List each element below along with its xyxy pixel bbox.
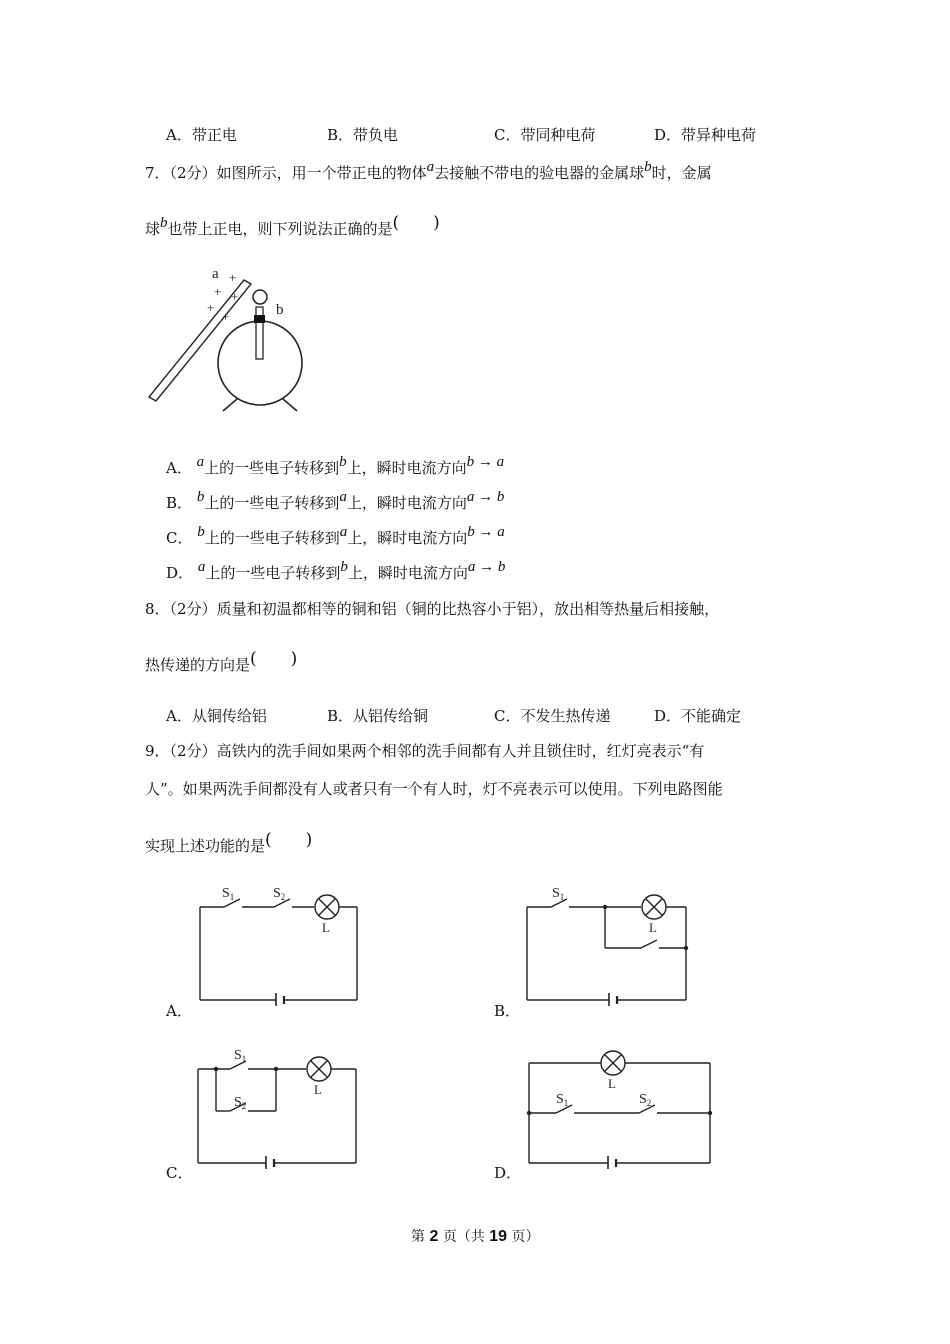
q6-option-c: C．带同种电荷 <box>494 126 596 144</box>
svg-text:S1: $S_1$ <box>222 886 235 902</box>
svg-text:L: L <box>314 1082 322 1097</box>
q9-option-b: B． <box>494 1002 521 1020</box>
svg-text:L: L <box>608 1076 616 1091</box>
page-footer: 第 2 页（共 19 页） <box>411 1228 540 1245</box>
svg-text:+: + <box>231 289 239 304</box>
svg-text:+: + <box>222 309 230 324</box>
q9-option-d: D． <box>494 1164 522 1182</box>
svg-text:+: + <box>229 270 237 285</box>
q8-option-b: B．从铝传给铜 <box>327 707 429 725</box>
q7-option-d: D． a上的一些电子转移到b上，瞬时电流方向a → b <box>166 559 506 582</box>
q7-option-c: C． b上的一些电子转移到a上，瞬时电流方向b → a <box>166 524 505 547</box>
q9-option-c: C． <box>166 1164 193 1182</box>
svg-text:S1: $S_1$ <box>552 886 565 902</box>
label-b: b <box>276 302 284 318</box>
stopper <box>254 315 265 323</box>
circuit-d <box>524 1043 716 1169</box>
current-page-number: 2 <box>429 1228 439 1245</box>
q6-option-b: B．带负电 <box>327 126 399 144</box>
svg-text:S2: $S_2$ <box>273 886 286 902</box>
svg-text:S1: $S_1$ <box>234 1048 247 1064</box>
q9-stem-line3: 实现上述功能的是( ) <box>145 830 313 855</box>
q8-stem-line1: 8．（2分）质量和初温都相等的铜和铝（铜的比热容小于铝），放出相等热量后相接触， <box>145 600 720 618</box>
q9-option-a: A． <box>166 1002 192 1020</box>
q9-stem-line2: 人”。如果两洗手间都没有人或者只有一个有人时，灯不亮表示可以使用。下列电路图能 <box>145 780 723 798</box>
metal-ball-b <box>253 290 267 304</box>
q8-option-d: D．不能确定 <box>654 707 742 725</box>
q9-stem-line1: 9．（2分）高铁内的洗手间如果两个相邻的洗手间都有人并且锁住时，红灯亮表示“有 <box>145 742 705 760</box>
svg-text:S2: $S_2$ <box>234 1095 247 1111</box>
q7-electroscope-figure <box>140 260 310 418</box>
label-a: a <box>212 266 219 282</box>
svg-text:+: + <box>207 300 215 315</box>
q7-option-b: B． b上的一些电子转移到a上，瞬时电流方向a → b <box>166 489 505 512</box>
svg-text:L: L <box>649 920 657 935</box>
circuit-b <box>523 880 698 1006</box>
svg-text:S2: $S_2$ <box>639 1092 652 1108</box>
metal-rod <box>256 307 263 359</box>
q7-option-a: A． a上的一些电子转移到b上，瞬时电流方向b → a <box>166 454 505 477</box>
circuit-a <box>196 880 366 1006</box>
q7-stem-line1: 7．（2分）如图所示，用一个带正电的物体a去接触不带电的验电器的金属球b时，金属 <box>145 159 712 182</box>
q7-stem-line2: 球b也带上正电，则下列说法正确的是( ) <box>145 213 440 238</box>
total-pages-number: 19 <box>489 1228 508 1245</box>
svg-text:+: + <box>214 284 222 299</box>
q8-option-c: C．不发生热传递 <box>494 707 611 725</box>
circuit-c <box>194 1043 364 1169</box>
q8-stem-line2: 热传递的方向是( ) <box>145 649 298 674</box>
q6-option-d: D．带异种电荷 <box>654 126 757 144</box>
q6-option-a: A．带正电 <box>166 126 237 144</box>
q8-option-a: A．从铜传给铝 <box>166 707 267 725</box>
svg-text:L: L <box>322 920 330 935</box>
svg-text:S1: $S_1$ <box>556 1092 569 1108</box>
